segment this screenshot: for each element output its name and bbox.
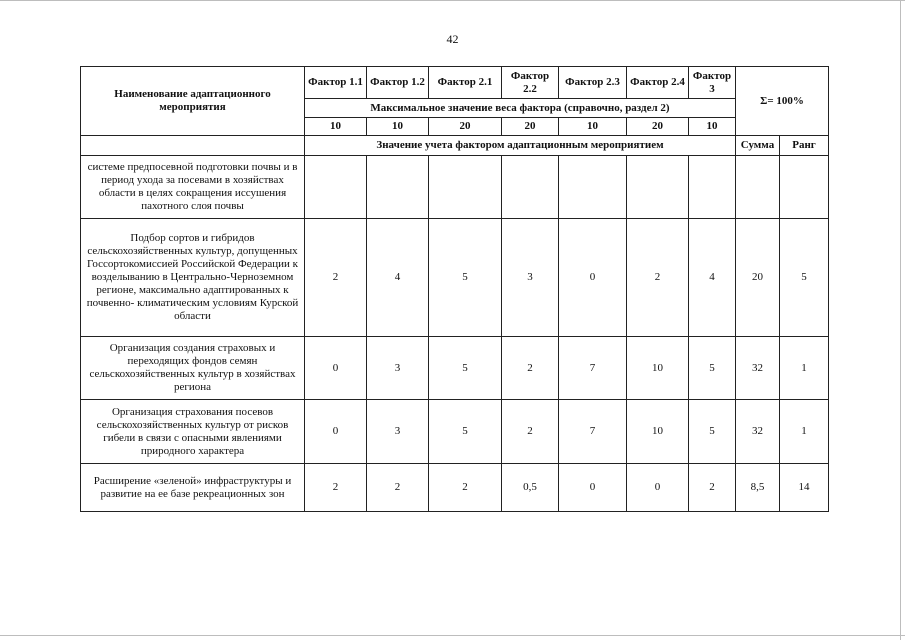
header-factor-3: Фактор 3 — [689, 67, 736, 99]
header-value-label: Значение учета фактором адаптационным мероприятием — [305, 136, 736, 156]
header-factor-1-1: Фактор 1.1 — [305, 67, 367, 99]
row-sum: 8,5 — [736, 464, 780, 512]
row-value: 0 — [559, 219, 627, 337]
row-value — [627, 156, 689, 219]
row-value: 10 — [627, 400, 689, 464]
page-number: 42 — [446, 32, 459, 46]
row-sum: 32 — [736, 337, 780, 400]
row-value: 3 — [367, 400, 429, 464]
row-sum: 20 — [736, 219, 780, 337]
table-row — [81, 156, 829, 219]
header-sum-total: Σ= 100% — [736, 67, 829, 136]
max-weight-2-3: 10 — [559, 118, 627, 136]
header-factor-2-4: Фактор 2.4 — [627, 67, 689, 99]
row-value: 5 — [429, 400, 502, 464]
table-row — [81, 219, 829, 337]
row-name: Подбор сортов и гибридов сельскохозяйственных культур, допущенных Госсортокомиссией Российской Федерации к возделыванию в Центрально-Черноземном регионе, максимально адаптированных к почвенно- климатическим условиям Курской области — [81, 219, 305, 337]
row-value: 10 — [627, 337, 689, 400]
row-rank: 1 — [780, 400, 829, 464]
row-value: 7 — [559, 400, 627, 464]
row-value: 0,5 — [502, 464, 559, 512]
table-row — [81, 400, 829, 464]
table-row — [81, 464, 829, 512]
row-rank: 14 — [780, 464, 829, 512]
row-value: 5 — [429, 337, 502, 400]
row-value: 0 — [627, 464, 689, 512]
max-weight-1-1: 10 — [305, 118, 367, 136]
scan-edge-line-right — [900, 0, 901, 640]
header-factor-1-2: Фактор 1.2 — [367, 67, 429, 99]
header-factor-2-1: Фактор 2.1 — [429, 67, 502, 99]
row-value: 4 — [689, 219, 736, 337]
row-sum: 32 — [736, 400, 780, 464]
row-value — [559, 156, 627, 219]
max-weight-1-2: 10 — [367, 118, 429, 136]
row-value: 2 — [502, 400, 559, 464]
row-value — [367, 156, 429, 219]
row-sum — [736, 156, 780, 219]
header-factor-2-2: Фактор 2.2 — [502, 67, 559, 99]
row-value: 2 — [689, 464, 736, 512]
row-value — [429, 156, 502, 219]
row-value: 3 — [367, 337, 429, 400]
header-blank-cell — [81, 136, 305, 156]
row-name: системе предпосевной подготовки почвы и в период ухода за посевами в хозяйствах области в целях сокращения иссушения пахотного слоя почвы — [81, 156, 305, 219]
row-name: Организация страхования посевов сельскохозяйственных культур от рисков гибели в связи с опасными явлениями природного характера — [81, 400, 305, 464]
row-value: 7 — [559, 337, 627, 400]
header-rank-col: Ранг — [780, 136, 829, 156]
table-row — [81, 337, 829, 400]
row-rank: 5 — [780, 219, 829, 337]
max-weight-2-2: 20 — [502, 118, 559, 136]
row-value: 2 — [367, 464, 429, 512]
row-value: 5 — [689, 400, 736, 464]
scan-edge-line-bottom — [0, 635, 905, 636]
row-value: 2 — [502, 337, 559, 400]
row-value — [689, 156, 736, 219]
row-value: 2 — [305, 219, 367, 337]
row-rank — [780, 156, 829, 219]
row-value: 2 — [429, 464, 502, 512]
scan-edge-line-top — [0, 0, 905, 1]
row-value: 0 — [305, 337, 367, 400]
row-value: 2 — [305, 464, 367, 512]
row-value: 0 — [559, 464, 627, 512]
row-value: 5 — [689, 337, 736, 400]
adaptation-measures-table — [80, 66, 829, 512]
row-value — [305, 156, 367, 219]
row-name: Организация создания страховых и переходящих фондов семян сельскохозяйственных культур в хозяйствах региона — [81, 337, 305, 400]
header-max-weight: Максимальное значение веса фактора (справочно, раздел 2) — [305, 99, 736, 118]
row-value: 3 — [502, 219, 559, 337]
max-weight-2-4: 20 — [627, 118, 689, 136]
row-value: 5 — [429, 219, 502, 337]
row-value — [502, 156, 559, 219]
header-factor-2-3: Фактор 2.3 — [559, 67, 627, 99]
row-value: 2 — [627, 219, 689, 337]
row-name: Расширение «зеленой» инфраструктуры и развитие на ее базе рекреационных зон — [81, 464, 305, 512]
header-name-col: Наименование адаптационного мероприятия — [81, 67, 305, 136]
max-weight-3: 10 — [689, 118, 736, 136]
row-value: 0 — [305, 400, 367, 464]
header-sum-col: Сумма — [736, 136, 780, 156]
row-rank: 1 — [780, 337, 829, 400]
max-weight-2-1: 20 — [429, 118, 502, 136]
row-value: 4 — [367, 219, 429, 337]
